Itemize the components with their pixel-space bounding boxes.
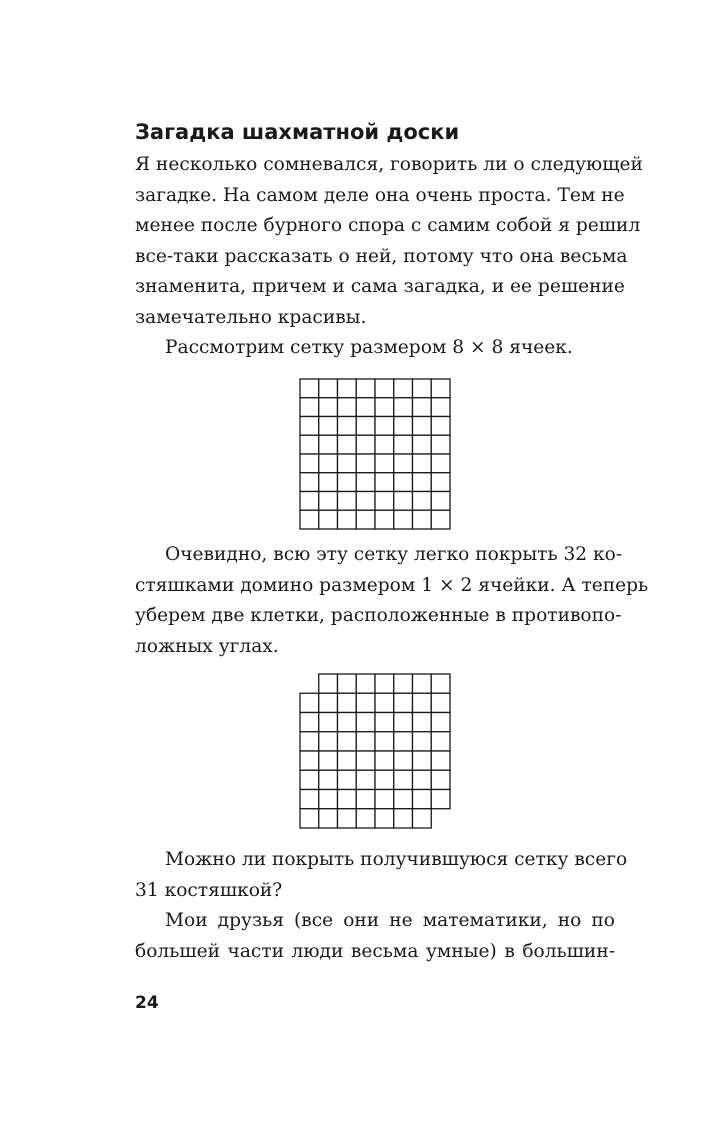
grid-cell [394, 713, 413, 732]
grid-cell [375, 398, 394, 417]
text-line: Очевидно, всю эту сетку легко покрыть 32 ко- [165, 544, 623, 565]
grid-cell [375, 417, 394, 436]
grid-cell [319, 751, 338, 770]
grid-cell [319, 417, 338, 436]
grid-cell [356, 492, 375, 511]
grid-cell [413, 379, 432, 398]
grid-cell [413, 492, 432, 511]
grid-cell [394, 473, 413, 492]
grid-cell [413, 417, 432, 436]
grid-cell [375, 809, 394, 828]
grid-cell [338, 417, 357, 436]
grid-cell [356, 809, 375, 828]
grid-cell [413, 770, 432, 789]
grid-cell [394, 790, 413, 809]
grid-cell [431, 417, 450, 436]
grid-cell [300, 790, 319, 809]
text-line: все-таки рассказать о ней, потому что она весьма [135, 245, 628, 267]
grid-cell [338, 473, 357, 492]
grid-cell [413, 693, 432, 712]
grid-cell [338, 454, 357, 473]
grid-cell [319, 693, 338, 712]
grid-cell [413, 751, 432, 770]
text-line: Мои друзья (все они не математики, но по [165, 910, 615, 931]
grid-cell [394, 510, 413, 529]
grid-cell [394, 379, 413, 398]
text-line: большей части люди весьма умные) в большин- [135, 940, 615, 962]
grid-cell [394, 417, 413, 436]
grid-cell [431, 379, 450, 398]
grid-cell [356, 417, 375, 436]
grid-cell [431, 751, 450, 770]
grid-cell [319, 379, 338, 398]
grid-cell [413, 809, 432, 828]
grid-cell [431, 492, 450, 511]
grid-cell [431, 454, 450, 473]
grid-cell [338, 693, 357, 712]
grid-cell [394, 751, 413, 770]
grid-cell [300, 732, 319, 751]
grid-cell [394, 770, 413, 789]
grid-cell [394, 492, 413, 511]
grid-cell [431, 713, 450, 732]
grid-cell [319, 809, 338, 828]
grid-cell [319, 510, 338, 529]
grid-cell [413, 713, 432, 732]
grid-cell [356, 473, 375, 492]
page-number: 24 [135, 993, 159, 1013]
grid-cell [375, 732, 394, 751]
grid-cell [431, 435, 450, 454]
grid-cell [338, 732, 357, 751]
text-line: Можно ли покрыть получившуюся сетку всего [165, 849, 628, 870]
grid-cell [375, 693, 394, 712]
grid-cell [356, 435, 375, 454]
grid-cell [413, 398, 432, 417]
grid-cell [338, 809, 357, 828]
paragraph-friends [135, 906, 615, 967]
grid-cell [375, 674, 394, 693]
grid-cell [338, 435, 357, 454]
grid-cell [300, 510, 319, 529]
grid-cell [319, 713, 338, 732]
grid-cell [356, 790, 375, 809]
grid-cell [319, 770, 338, 789]
grid-cell [375, 713, 394, 732]
grid-cell [300, 809, 319, 828]
grid-cell [300, 492, 319, 511]
grid-cell [338, 713, 357, 732]
grid-cell [375, 751, 394, 770]
paragraph-consider [135, 333, 615, 364]
grid-cell [300, 454, 319, 473]
text-line: 31 костяшкой? [135, 879, 283, 901]
grid-cell [338, 492, 357, 511]
grid-cell [431, 693, 450, 712]
grid-cell [338, 510, 357, 529]
text-line: Я несколько сомневался, говорить ли о следующей [135, 154, 643, 175]
grid-cell [300, 398, 319, 417]
grid-cell [375, 492, 394, 511]
grid-cell [394, 435, 413, 454]
grid-cell [375, 454, 394, 473]
grid-cell [356, 732, 375, 751]
grid-cell [356, 693, 375, 712]
grid-cell [394, 732, 413, 751]
grid-cell [319, 473, 338, 492]
grid-cell [413, 454, 432, 473]
grid-cell [356, 454, 375, 473]
text-line: менее после бурного спора с самим собой я решил [135, 215, 641, 236]
grid-cell [413, 732, 432, 751]
grid-cell [338, 751, 357, 770]
grid-cell [338, 398, 357, 417]
grid-cell [300, 417, 319, 436]
grid-cell [319, 732, 338, 751]
grid-cell [319, 674, 338, 693]
grid-cell [319, 454, 338, 473]
grid-cell [394, 674, 413, 693]
grid-cell [319, 398, 338, 417]
grid-cell [300, 770, 319, 789]
text-line: знаменита, причем и сама загадка, и ее решение [135, 276, 625, 297]
grid-cell [431, 732, 450, 751]
text-line: загадке. На самом деле она очень проста. Тем не [135, 184, 625, 206]
grid-cell [338, 790, 357, 809]
grid-cell [319, 492, 338, 511]
text-line: замечательно красивы. [135, 306, 367, 328]
grid-cell [413, 510, 432, 529]
grid-cell [375, 510, 394, 529]
grid-cell [413, 790, 432, 809]
text-line: уберем две клетки, расположенные в противопо- [135, 605, 622, 626]
grid-cell [431, 398, 450, 417]
grid-cell [300, 473, 319, 492]
grid-cell [394, 693, 413, 712]
section-title: Загадка шахматной доски [135, 120, 460, 144]
grid-cell [356, 398, 375, 417]
grid-cell [300, 693, 319, 712]
grid-cell [300, 751, 319, 770]
grid-cell [394, 809, 413, 828]
paragraph-dominoes [135, 540, 649, 662]
grid-cell [356, 674, 375, 693]
grid-cell [413, 473, 432, 492]
grid-cell [413, 435, 432, 454]
grid-cell [338, 379, 357, 398]
grid-cell [413, 674, 432, 693]
grid-cell [394, 454, 413, 473]
grid-cell [431, 510, 450, 529]
grid-cell [394, 398, 413, 417]
grid-cell [375, 379, 394, 398]
grid-cell [300, 379, 319, 398]
chessboard-grid-full [299, 378, 451, 530]
grid-cell [431, 674, 450, 693]
grid-cell [319, 435, 338, 454]
grid-cell [338, 674, 357, 693]
grid-cell [356, 510, 375, 529]
text-line: ложных углах. [135, 635, 279, 657]
grid-cell [375, 790, 394, 809]
grid-cell [431, 473, 450, 492]
grid-cell [356, 713, 375, 732]
grid-cell [338, 770, 357, 789]
paragraph-intro [135, 150, 643, 333]
grid-cell [356, 770, 375, 789]
grid-cell [431, 770, 450, 789]
text-line: Рассмотрим сетку размером 8 × 8 ячеек. [165, 337, 573, 358]
grid-cell [375, 473, 394, 492]
grid-cell [356, 379, 375, 398]
grid-cell [356, 751, 375, 770]
text-line: стяшками домино размером 1 × 2 ячейки. А теперь [135, 574, 649, 596]
grid-cell [431, 790, 450, 809]
grid-cell [375, 435, 394, 454]
grid-cell [300, 713, 319, 732]
grid-cell [375, 770, 394, 789]
grid-cell [300, 435, 319, 454]
grid-cell [319, 790, 338, 809]
paragraph-question [135, 845, 628, 906]
chessboard-grid-corners-removed [299, 673, 451, 829]
